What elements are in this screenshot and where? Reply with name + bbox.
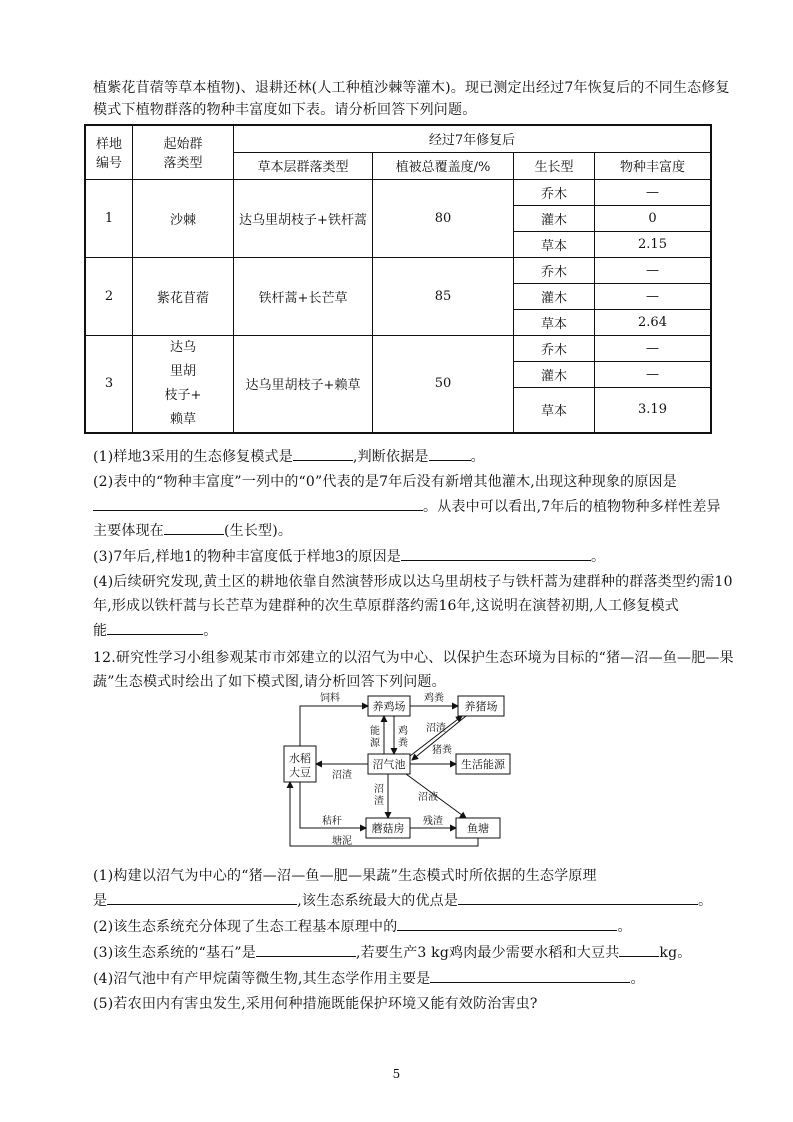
cell-richness: — <box>595 335 712 361</box>
intro-line-2: 模式下植物群落的物种丰富度如下表。请分析回答下列问题。 <box>93 102 477 118</box>
answer-blank[interactable] <box>401 546 591 561</box>
answer-blank[interactable] <box>430 968 630 983</box>
chicken-manure-label: 鸡粪 <box>424 693 444 704</box>
cell-cover: 85 <box>373 257 514 335</box>
cell-richness: 2.64 <box>595 309 712 335</box>
energy-src-label: 能 <box>370 726 380 737</box>
q12-part2: (2)该生态系统充分体现了生态工程基本原理中的 。 <box>93 916 723 937</box>
q11-part3: (3)7年后,样地1的物种丰富度低于样地3的原因是 。 <box>93 546 723 567</box>
pig-farm-label: 养猪场 <box>464 700 498 713</box>
cell-growth: 灌木 <box>514 283 595 309</box>
table-row <box>85 257 711 283</box>
answer-blank[interactable] <box>107 620 203 635</box>
cell-plot-id: 2 <box>85 257 133 335</box>
q11-part2-line1: (2)表中的“物种丰富度”一列中的“0”代表的是7年后没有新增其他灌木,出现这种现象的原因是 <box>93 474 677 490</box>
cell-cover: 50 <box>373 335 514 433</box>
q11-part2-line3: 主要体现在 (生长型)。 <box>93 520 723 541</box>
residue-mid-label: 沼 <box>374 784 384 795</box>
answer-blank[interactable] <box>397 916 617 931</box>
mushroom-label: 蘑菇房 <box>371 822 405 835</box>
header-start-community: 起始群 落类型 <box>133 125 234 179</box>
cell-herb: 达乌里胡枝子+赖草 <box>234 335 373 433</box>
residue-mid-label-2: 渣 <box>374 796 384 807</box>
cell-richness: — <box>595 361 712 387</box>
cell-richness: — <box>595 257 712 283</box>
intro-line-1: 植紫花苜蓿等草本植物)、退耕还林(人工种植沙棘等灌木)。现已测定出经过7年恢复后的不同生态修复 <box>93 80 730 96</box>
q12-intro-line1: 12.研究性学习小组参观某市市郊建立的以沼气为中心、以保护生态环境为目标的“猪—沼—鱼—肥—果 <box>93 650 734 666</box>
q12-part4: (4)沼气池中有产甲烷菌等微生物,其生态学作用主要是 。 <box>93 968 723 989</box>
answer-blank[interactable] <box>293 446 353 461</box>
cell-growth: 草本 <box>514 388 595 433</box>
ecosystem-flow-diagram <box>270 690 540 852</box>
q12-intro-line2: 蔬”生态模式时绘出了如下模式图,请分析回答下列问题。 <box>93 674 446 690</box>
header-plot: 样地 编号 <box>85 125 133 179</box>
header-after-7-years: 经过7年修复后 <box>234 125 712 152</box>
page-number: 5 <box>392 1067 401 1081</box>
residue-top-label: 沼渣 <box>426 723 446 734</box>
cell-growth: 草本 <box>514 309 595 335</box>
cell-start: 达乌 里胡 枝子+ 赖草 <box>133 335 234 433</box>
leftover-label: 残渣 <box>423 816 443 827</box>
straw-label: 秸秆 <box>322 816 342 827</box>
energy-label: 生活能源 <box>461 758 505 771</box>
q11-part4-line3: 能 。 <box>93 620 723 641</box>
cell-plot-id: 1 <box>85 179 133 257</box>
cell-plot-id: 3 <box>85 335 133 433</box>
chicken-manure-v-label-2: 粪 <box>398 738 408 749</box>
q12-part1-line1: (1)构建以沼气为中心的“猪—沼—鱼—肥—果蔬”生态模式时所依据的生态学原理 <box>93 868 597 884</box>
cell-cover: 80 <box>373 179 514 257</box>
q11-part4-line1: (4)后续研究发现,黄土区的耕地依靠自然演替形成以达乌里胡枝子与铁杆蒿为建群种的群落类型约需10 <box>93 574 733 590</box>
q11-part2-line2: 。从表中可以看出,7年后的植物物种多样性差异 <box>93 496 723 517</box>
table-row <box>85 335 711 361</box>
chicken-manure-v-label: 鸡 <box>398 726 408 737</box>
cell-growth: 灌木 <box>514 205 595 231</box>
soybean-label: 大豆 <box>289 766 311 779</box>
pond-mud-label: 塘泥 <box>332 836 352 847</box>
cell-richness: 0 <box>595 205 712 231</box>
answer-blank[interactable] <box>107 890 297 905</box>
header-cover: 植被总覆盖度/% <box>373 152 514 179</box>
answer-blank[interactable] <box>93 496 423 511</box>
cell-growth: 乔木 <box>514 335 595 361</box>
q12-part5: (5)若农田内有害虫发生,采用何种措施既能保护环境又能有效防治害虫? <box>93 996 538 1012</box>
answer-blank[interactable] <box>458 890 698 905</box>
answer-blank[interactable] <box>256 942 356 957</box>
answer-blank[interactable] <box>619 942 659 957</box>
residue-left-label: 沼渣 <box>332 770 352 781</box>
cell-richness: 2.15 <box>595 231 712 257</box>
species-richness-table <box>84 124 712 434</box>
cell-growth: 灌木 <box>514 361 595 387</box>
biogas-liquid-label: 沼液 <box>418 792 438 803</box>
rice-label: 水稻 <box>289 752 311 765</box>
answer-blank[interactable] <box>164 520 224 535</box>
q12-part1-line2: 是 ,该生态系统最大的优点是 。 <box>93 890 723 911</box>
pig-manure-label: 猪粪 <box>432 745 452 756</box>
cell-growth: 乔木 <box>514 179 595 205</box>
cell-growth: 草本 <box>514 231 595 257</box>
header-growth: 生长型 <box>514 152 595 179</box>
energy-src-label-2: 源 <box>370 738 380 749</box>
q11-part1: (1)样地3采用的生态修复模式是 ,判断依据是 。 <box>93 446 723 467</box>
cell-herb: 铁杆蒿+长芒草 <box>234 257 373 335</box>
cell-richness: — <box>595 179 712 205</box>
header-herb-type: 草本层群落类型 <box>234 152 373 179</box>
feed-label: 饲料 <box>320 693 340 704</box>
cell-richness: — <box>595 283 712 309</box>
cell-growth: 乔木 <box>514 257 595 283</box>
biogas-label: 沼气池 <box>372 758 406 771</box>
chicken-farm-label: 养鸡场 <box>372 700 406 713</box>
q11-part4-line2: 年,形成以铁杆蒿与长芒草为建群种的次生草原群落约需16年,这说明在演替初期,人工修复模式 <box>93 598 679 614</box>
cell-start: 紫花苜蓿 <box>133 257 234 335</box>
q12-part3: (3)该生态系统的“基石”是 ,若要生产3 kg鸡肉最少需要水稻和大豆共 kg。 <box>93 942 723 963</box>
answer-blank[interactable] <box>429 446 471 461</box>
table-row <box>85 179 711 205</box>
cell-richness: 3.19 <box>595 388 712 433</box>
fish-pond-label: 鱼塘 <box>467 822 489 835</box>
cell-herb: 达乌里胡枝子+铁杆蒿 <box>234 179 373 257</box>
header-richness: 物种丰富度 <box>595 152 712 179</box>
cell-start: 沙棘 <box>133 179 234 257</box>
